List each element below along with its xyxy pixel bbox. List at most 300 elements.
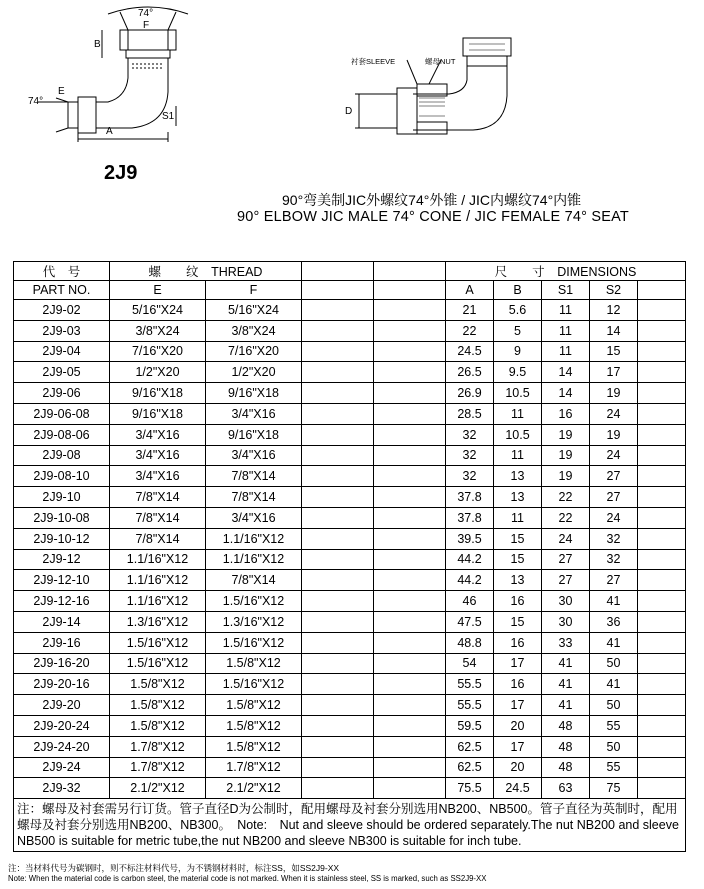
empty-cell [374, 445, 446, 466]
d-label: D [345, 106, 353, 117]
dim-b-cell: 13 [494, 487, 542, 508]
thread-header [110, 262, 302, 281]
footnote-chinese: 注：当材料代号为碳钢时，则不标注材料代号，为不锈钢材料时，标注SS，如SS2J9-XX [8, 863, 340, 873]
thread-f-cell: 1.5/16"X12 [206, 632, 302, 653]
dim-b-cell: 16 [494, 591, 542, 612]
dim-s2-cell: 36 [590, 611, 638, 632]
thread-f-cell: 7/16"X20 [206, 341, 302, 362]
dim-s1-cell: 19 [542, 466, 590, 487]
empty-cell [374, 591, 446, 612]
table-row [14, 383, 686, 404]
dim-b-cell: 24.5 [494, 778, 542, 799]
dims-cn: 尺 寸 [494, 265, 545, 279]
empty-cell [374, 653, 446, 674]
thread-f-cell: 1.5/16"X12 [206, 591, 302, 612]
empty-cell [302, 507, 374, 528]
part-cell: 2J9-20-24 [14, 715, 110, 736]
part-cell: 2J9-16 [14, 632, 110, 653]
table-row [14, 445, 686, 466]
dim-b-cell: 16 [494, 632, 542, 653]
dims-en: DIMENSIONS [557, 265, 637, 279]
empty-cell [374, 507, 446, 528]
dim-b-cell: 13 [494, 466, 542, 487]
thread-e-cell: 7/8"X14 [110, 487, 206, 508]
empty-cell [638, 570, 686, 591]
col-f-header: F [206, 281, 302, 300]
a-label: A [106, 126, 113, 137]
dim-s1-cell: 19 [542, 445, 590, 466]
dim-s2-cell: 50 [590, 695, 638, 716]
table-row [14, 466, 686, 487]
code-cn-header: 代 号 [14, 262, 110, 281]
empty-cell [302, 320, 374, 341]
part-cell: 2J9-03 [14, 320, 110, 341]
thread-f-cell: 1/2"X20 [206, 362, 302, 383]
table-row [14, 591, 686, 612]
s1-label: S1 [162, 111, 175, 122]
empty-cell [374, 487, 446, 508]
part-cell: 2J9-12-10 [14, 570, 110, 591]
col-s1-header: S1 [542, 281, 590, 300]
dim-s1-cell: 33 [542, 632, 590, 653]
model-number: 2J9 [104, 162, 138, 184]
thread-cn: 螺 纹 [148, 265, 199, 279]
table-row [14, 632, 686, 653]
empty-cell [374, 715, 446, 736]
dim-b-cell: 16 [494, 674, 542, 695]
empty-cell [638, 403, 686, 424]
thread-f-cell: 2.1/2"X12 [206, 778, 302, 799]
dim-s1-cell: 19 [542, 424, 590, 445]
empty-cell [302, 341, 374, 362]
thread-e-cell: 3/4"X16 [110, 445, 206, 466]
empty-cell [374, 695, 446, 716]
empty-cell [302, 695, 374, 716]
dim-a-cell: 22 [446, 320, 494, 341]
thread-e-cell: 1.5/16"X12 [110, 653, 206, 674]
table-row [14, 341, 686, 362]
e-label: E [58, 86, 65, 97]
empty-cell [302, 653, 374, 674]
col-e-header: E [110, 281, 206, 300]
table-row [14, 528, 686, 549]
dim-s1-cell: 48 [542, 715, 590, 736]
thread-f-cell: 1.1/16"X12 [206, 549, 302, 570]
dim-s1-cell: 48 [542, 736, 590, 757]
dim-a-cell: 37.8 [446, 507, 494, 528]
thread-e-cell: 1.5/16"X12 [110, 632, 206, 653]
thread-en: THREAD [211, 265, 263, 279]
part-cell: 2J9-08-10 [14, 466, 110, 487]
dim-s2-cell: 24 [590, 507, 638, 528]
empty-cell [302, 611, 374, 632]
dim-a-cell: 28.5 [446, 403, 494, 424]
thread-e-cell: 7/16"X20 [110, 341, 206, 362]
empty-cell [638, 695, 686, 716]
dim-b-cell: 17 [494, 695, 542, 716]
empty-cell [374, 611, 446, 632]
empty-cell [638, 300, 686, 321]
angle-left-label: 74° [28, 96, 44, 107]
empty-cell [374, 362, 446, 383]
dim-s1-cell: 14 [542, 383, 590, 404]
dim-s2-cell: 14 [590, 320, 638, 341]
dim-s2-cell: 50 [590, 653, 638, 674]
thread-f-cell: 9/16"X18 [206, 424, 302, 445]
dim-s1-cell: 11 [542, 300, 590, 321]
empty-cell [374, 466, 446, 487]
empty-cell [374, 632, 446, 653]
empty-cell [638, 611, 686, 632]
dim-s2-cell: 19 [590, 383, 638, 404]
dim-a-cell: 55.5 [446, 695, 494, 716]
dim-a-cell: 75.5 [446, 778, 494, 799]
empty-header-5 [638, 281, 686, 300]
dim-s2-cell: 50 [590, 736, 638, 757]
part-cell: 2J9-24 [14, 757, 110, 778]
table-row [14, 487, 686, 508]
part-cell: 2J9-10-08 [14, 507, 110, 528]
dim-a-cell: 26.5 [446, 362, 494, 383]
angle-top-label: 74° [138, 8, 154, 19]
empty-cell [302, 383, 374, 404]
empty-cell [302, 715, 374, 736]
part-cell: 2J9-20 [14, 695, 110, 716]
part-cell: 2J9-32 [14, 778, 110, 799]
dim-s1-cell: 41 [542, 674, 590, 695]
dim-s2-cell: 24 [590, 403, 638, 424]
title-english: 90° ELBOW JIC MALE 74° CONE / JIC FEMALE 74° SEAT [237, 209, 629, 225]
thread-f-cell: 7/8"X14 [206, 570, 302, 591]
empty-cell [302, 466, 374, 487]
empty-cell [302, 362, 374, 383]
dim-s1-cell: 22 [542, 487, 590, 508]
empty-cell [302, 674, 374, 695]
part-cell: 2J9-04 [14, 341, 110, 362]
dim-s1-cell: 16 [542, 403, 590, 424]
b-label: B [94, 39, 101, 50]
dim-a-cell: 46 [446, 591, 494, 612]
dim-a-cell: 39.5 [446, 528, 494, 549]
table-row [14, 611, 686, 632]
thread-f-cell: 9/16"X18 [206, 383, 302, 404]
empty-cell [374, 320, 446, 341]
thread-f-cell: 1.5/8"X12 [206, 653, 302, 674]
empty-cell [638, 549, 686, 570]
dim-b-cell: 5.6 [494, 300, 542, 321]
thread-f-cell: 5/16"X24 [206, 300, 302, 321]
empty-cell [374, 570, 446, 591]
empty-cell [638, 632, 686, 653]
dim-s1-cell: 30 [542, 591, 590, 612]
part-cell: 2J9-10 [14, 487, 110, 508]
dim-b-cell: 15 [494, 611, 542, 632]
thread-f-cell: 1.5/8"X12 [206, 715, 302, 736]
empty-cell [638, 715, 686, 736]
thread-e-cell: 5/16"X24 [110, 300, 206, 321]
dim-s1-cell: 22 [542, 507, 590, 528]
empty-cell [374, 403, 446, 424]
part-cell: 2J9-10-12 [14, 528, 110, 549]
col-a-header: A [446, 281, 494, 300]
thread-f-cell: 7/8"X14 [206, 466, 302, 487]
dim-s2-cell: 17 [590, 362, 638, 383]
part-cell: 2J9-12 [14, 549, 110, 570]
thread-f-cell: 3/8"X24 [206, 320, 302, 341]
empty-cell [638, 778, 686, 799]
empty-cell [374, 757, 446, 778]
footnote-english: Note: When the material code is carbon steel, the material code is not marked. When it is stainless steel, SS is marked, such as SS2J9-XX [8, 874, 487, 883]
dim-s2-cell: 24 [590, 445, 638, 466]
dim-a-cell: 44.2 [446, 549, 494, 570]
dim-s2-cell: 55 [590, 757, 638, 778]
thread-e-cell: 1.5/8"X12 [110, 674, 206, 695]
dim-b-cell: 15 [494, 528, 542, 549]
dim-s1-cell: 41 [542, 653, 590, 674]
thread-e-cell: 9/16"X18 [110, 403, 206, 424]
empty-cell [302, 300, 374, 321]
empty-cell [302, 549, 374, 570]
code-en-header: PART NO. [14, 281, 110, 300]
thread-e-cell: 1.1/16"X12 [110, 591, 206, 612]
part-cell: 2J9-12-16 [14, 591, 110, 612]
dim-s2-cell: 75 [590, 778, 638, 799]
empty-cell [638, 674, 686, 695]
empty-cell [638, 341, 686, 362]
sleeve-label: 衬套SLEEVE [351, 57, 396, 66]
empty-cell [638, 466, 686, 487]
dims-header [446, 262, 686, 281]
dim-s1-cell: 27 [542, 570, 590, 591]
empty-cell [374, 549, 446, 570]
empty-cell [374, 778, 446, 799]
dim-a-cell: 47.5 [446, 611, 494, 632]
dim-b-cell: 5 [494, 320, 542, 341]
empty-cell [638, 528, 686, 549]
empty-cell [638, 383, 686, 404]
nut-label: 螺母NUT [425, 57, 456, 66]
fitting-drawing [28, 2, 198, 144]
thread-f-cell: 1.3/16"X12 [206, 611, 302, 632]
empty-cell [638, 507, 686, 528]
dim-s2-cell: 32 [590, 549, 638, 570]
dim-a-cell: 32 [446, 466, 494, 487]
thread-e-cell: 1.1/16"X12 [110, 549, 206, 570]
empty-header-4 [374, 281, 446, 300]
table-row [14, 695, 686, 716]
thread-f-cell: 3/4"X16 [206, 403, 302, 424]
table-row [14, 570, 686, 591]
empty-cell [638, 757, 686, 778]
dim-b-cell: 13 [494, 570, 542, 591]
order-note: 注：螺母及衬套需另行订货。管子直径D为公制时，配用螺母及衬套分别选用NB200、NB500。管子直径为英制时，配用螺母及衬套分别选用NB200、NB300。 Note: Nut and sleeve should be ordered separately.The nut NB200 and sleeve NB500 is suitable for metric tube,the nut NB200 and sleeve NB300 is suitable for inch tube. [14, 799, 686, 852]
dim-a-cell: 44.2 [446, 570, 494, 591]
empty-cell [302, 736, 374, 757]
dim-a-cell: 62.5 [446, 757, 494, 778]
thread-e-cell: 1.7/8"X12 [110, 757, 206, 778]
empty-cell [374, 383, 446, 404]
empty-cell [302, 487, 374, 508]
dim-s2-cell: 19 [590, 424, 638, 445]
dim-s2-cell: 15 [590, 341, 638, 362]
part-cell: 2J9-05 [14, 362, 110, 383]
table-row [14, 362, 686, 383]
empty-cell [302, 570, 374, 591]
thread-e-cell: 2.1/2"X12 [110, 778, 206, 799]
empty-cell [302, 424, 374, 445]
thread-e-cell: 1.1/16"X12 [110, 570, 206, 591]
thread-e-cell: 7/8"X14 [110, 528, 206, 549]
assembly-drawing [345, 36, 545, 140]
thread-e-cell: 3/4"X16 [110, 466, 206, 487]
title-chinese: 90°弯美制JIC外螺纹74°外锥 / JIC内螺纹74°内锥 [282, 192, 582, 208]
dim-s2-cell: 55 [590, 715, 638, 736]
part-cell: 2J9-08-06 [14, 424, 110, 445]
empty-header-2 [374, 262, 446, 281]
empty-cell [374, 300, 446, 321]
empty-cell [302, 591, 374, 612]
dim-s1-cell: 48 [542, 757, 590, 778]
f-label: F [143, 20, 150, 31]
thread-e-cell: 1.3/16"X12 [110, 611, 206, 632]
spec-table [13, 261, 686, 852]
dim-s1-cell: 63 [542, 778, 590, 799]
dim-s2-cell: 32 [590, 528, 638, 549]
dim-s1-cell: 11 [542, 341, 590, 362]
empty-cell [638, 487, 686, 508]
thread-e-cell: 1.5/8"X12 [110, 695, 206, 716]
part-cell: 2J9-06 [14, 383, 110, 404]
dim-a-cell: 32 [446, 424, 494, 445]
thread-f-cell: 1.1/16"X12 [206, 528, 302, 549]
table-row [14, 320, 686, 341]
dim-b-cell: 17 [494, 653, 542, 674]
table-row [14, 403, 686, 424]
dim-s2-cell: 27 [590, 466, 638, 487]
table-row [14, 507, 686, 528]
dim-b-cell: 20 [494, 757, 542, 778]
empty-cell [638, 445, 686, 466]
dim-b-cell: 10.5 [494, 383, 542, 404]
header-row-2 [14, 281, 686, 300]
dim-s2-cell: 27 [590, 487, 638, 508]
thread-f-cell: 1.7/8"X12 [206, 757, 302, 778]
part-cell: 2J9-02 [14, 300, 110, 321]
table-row [14, 736, 686, 757]
dim-a-cell: 26.9 [446, 383, 494, 404]
header-row-1 [14, 262, 686, 281]
part-cell: 2J9-20-16 [14, 674, 110, 695]
thread-e-cell: 3/8"X24 [110, 320, 206, 341]
empty-cell [302, 632, 374, 653]
empty-cell [638, 362, 686, 383]
table-row [14, 300, 686, 321]
dim-s1-cell: 27 [542, 549, 590, 570]
thread-e-cell: 1.7/8"X12 [110, 736, 206, 757]
dim-b-cell: 20 [494, 715, 542, 736]
dim-s1-cell: 14 [542, 362, 590, 383]
empty-cell [638, 320, 686, 341]
dim-s2-cell: 41 [590, 632, 638, 653]
empty-cell [638, 424, 686, 445]
empty-cell [638, 591, 686, 612]
col-b-header: B [494, 281, 542, 300]
thread-f-cell: 1.5/8"X12 [206, 695, 302, 716]
empty-cell [374, 528, 446, 549]
dim-a-cell: 24.5 [446, 341, 494, 362]
dim-a-cell: 59.5 [446, 715, 494, 736]
dim-b-cell: 10.5 [494, 424, 542, 445]
empty-cell [302, 403, 374, 424]
table-row [14, 653, 686, 674]
table-row [14, 778, 686, 799]
dim-a-cell: 21 [446, 300, 494, 321]
thread-e-cell: 9/16"X18 [110, 383, 206, 404]
empty-cell [374, 341, 446, 362]
empty-cell [638, 653, 686, 674]
empty-cell [302, 445, 374, 466]
thread-f-cell: 3/4"X16 [206, 507, 302, 528]
thread-e-cell: 3/4"X16 [110, 424, 206, 445]
thread-e-cell: 7/8"X14 [110, 507, 206, 528]
thread-f-cell: 3/4"X16 [206, 445, 302, 466]
table-row [14, 674, 686, 695]
dim-a-cell: 32 [446, 445, 494, 466]
dim-b-cell: 17 [494, 736, 542, 757]
thread-f-cell: 1.5/8"X12 [206, 736, 302, 757]
dim-b-cell: 15 [494, 549, 542, 570]
dim-a-cell: 48.8 [446, 632, 494, 653]
thread-f-cell: 1.5/16"X12 [206, 674, 302, 695]
dim-a-cell: 55.5 [446, 674, 494, 695]
empty-header-1 [302, 262, 374, 281]
part-cell: 2J9-14 [14, 611, 110, 632]
dim-a-cell: 37.8 [446, 487, 494, 508]
dim-s1-cell: 30 [542, 611, 590, 632]
dim-b-cell: 11 [494, 445, 542, 466]
thread-f-cell: 7/8"X14 [206, 487, 302, 508]
part-cell: 2J9-08 [14, 445, 110, 466]
empty-cell [302, 757, 374, 778]
empty-cell [302, 778, 374, 799]
dim-s1-cell: 24 [542, 528, 590, 549]
dim-s2-cell: 41 [590, 591, 638, 612]
empty-cell [374, 424, 446, 445]
part-cell: 2J9-06-08 [14, 403, 110, 424]
dim-s2-cell: 41 [590, 674, 638, 695]
dim-a-cell: 62.5 [446, 736, 494, 757]
table-row [14, 424, 686, 445]
thread-e-cell: 1/2"X20 [110, 362, 206, 383]
dim-s2-cell: 27 [590, 570, 638, 591]
empty-header-3 [302, 281, 374, 300]
thread-e-cell: 1.5/8"X12 [110, 715, 206, 736]
dim-b-cell: 11 [494, 403, 542, 424]
part-cell: 2J9-24-20 [14, 736, 110, 757]
table-row [14, 715, 686, 736]
dim-a-cell: 54 [446, 653, 494, 674]
empty-cell [374, 674, 446, 695]
dim-s2-cell: 12 [590, 300, 638, 321]
dim-s1-cell: 41 [542, 695, 590, 716]
part-cell: 2J9-16-20 [14, 653, 110, 674]
table-row [14, 757, 686, 778]
empty-cell [638, 736, 686, 757]
empty-cell [374, 736, 446, 757]
dim-b-cell: 9.5 [494, 362, 542, 383]
note-row [14, 799, 686, 852]
dim-b-cell: 11 [494, 507, 542, 528]
